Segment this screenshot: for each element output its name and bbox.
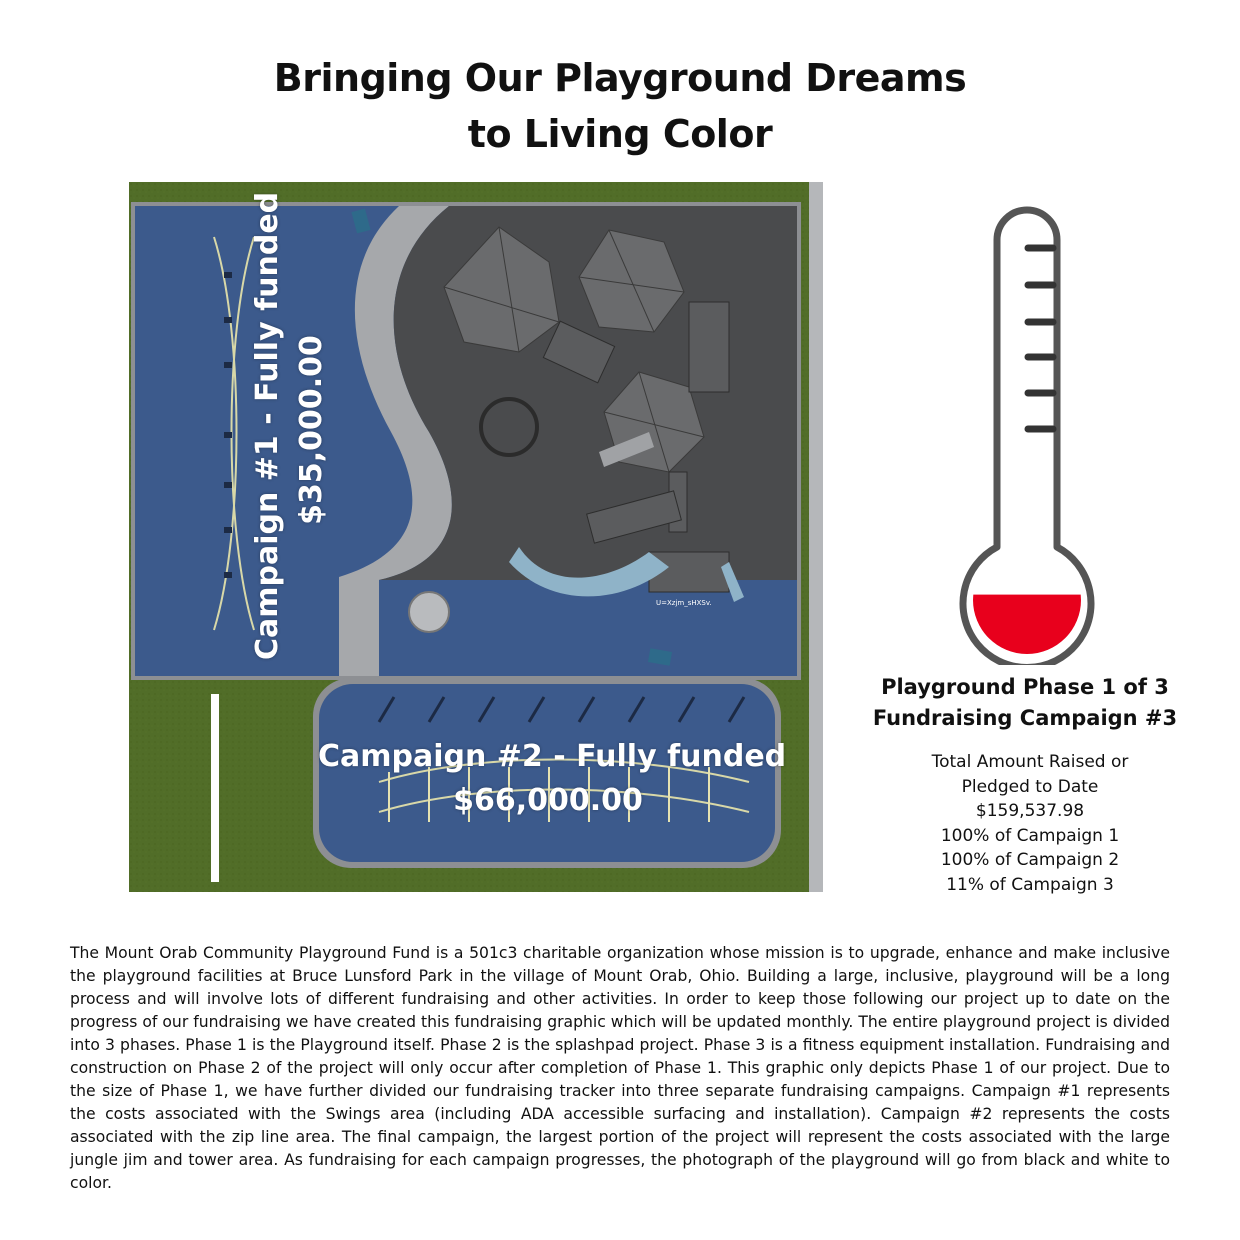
title-line-1: Bringing Our Playground Dreams: [273, 56, 967, 100]
image-watermark: U=Xzjm_sHXSv.: [656, 599, 712, 607]
campaign-1-amount: $35,000.00: [294, 335, 329, 525]
campaign-3-progress: 11% of Campaign 3: [946, 874, 1114, 895]
page-title: [0, 50, 1240, 162]
title-line-2: to Living Color: [467, 112, 773, 156]
phase-title-line-2: Fundraising Campaign #3: [872, 706, 1178, 730]
campaign-2-progress: 100% of Campaign 2: [940, 850, 1120, 871]
campaign-1-status: Campaign #1 - Fully funded: [250, 191, 285, 660]
campaign-1-progress: 100% of Campaign 1: [940, 825, 1120, 846]
stats-label-line-1: Total Amount Raised or: [931, 752, 1129, 772]
phase-title-line-1: Playground Phase 1 of 3: [881, 675, 1169, 699]
campaign-2-status: Campaign #2 - Fully funded: [318, 739, 787, 774]
total-raised-amount: $159,537.98: [975, 801, 1085, 822]
stats-label-line-2: Pledged to Date: [961, 776, 1099, 797]
campaign-2-label: [318, 735, 787, 823]
thermometer-icon: [955, 205, 1100, 665]
campaign-2-amount: $66,000.00: [453, 783, 643, 818]
phase-title: [860, 672, 1190, 734]
fundraising-stats: [880, 750, 1180, 898]
description-paragraph: The Mount Orab Community Playground Fund is a 501c3 charitable organization whose mission is to upgrade, enhance and make inclusive the playground facilities at Bruce Lunsford Park in the village of Mount Orab, Ohio. Building a large, inclusive, playground will be a long process and will involve lots of different fundraising and other activities. In order to keep those following our project up to date on the progress of our fundraising we have created this fundraising graphic which will be updated monthly. The entire playground project is divided into 3 phases. Phase 1 is the Playground itself. Phase 2 is the splashpad project. Phase 3 is a fitness equipment installation. Fundraising and construction on Phase 2 of the project will only occur after completion of Phase 1. This graphic only depicts Phase 1 of our project. Due to the size of Phase 1, we have further divided our fundraising tracker into three separate fundraising campaigns. Campaign #1 represents the costs associated with the Swings area (including ADA accessible surfacing and installation). Campaign #2 represents the costs associated with the zip line area. The final campaign, the largest portion of the project will represent the costs associated with the large jungle jim and tower area. As fundraising for each campaign progresses, the photograph of the playground will go from black and white to color.: [70, 944, 1170, 1192]
